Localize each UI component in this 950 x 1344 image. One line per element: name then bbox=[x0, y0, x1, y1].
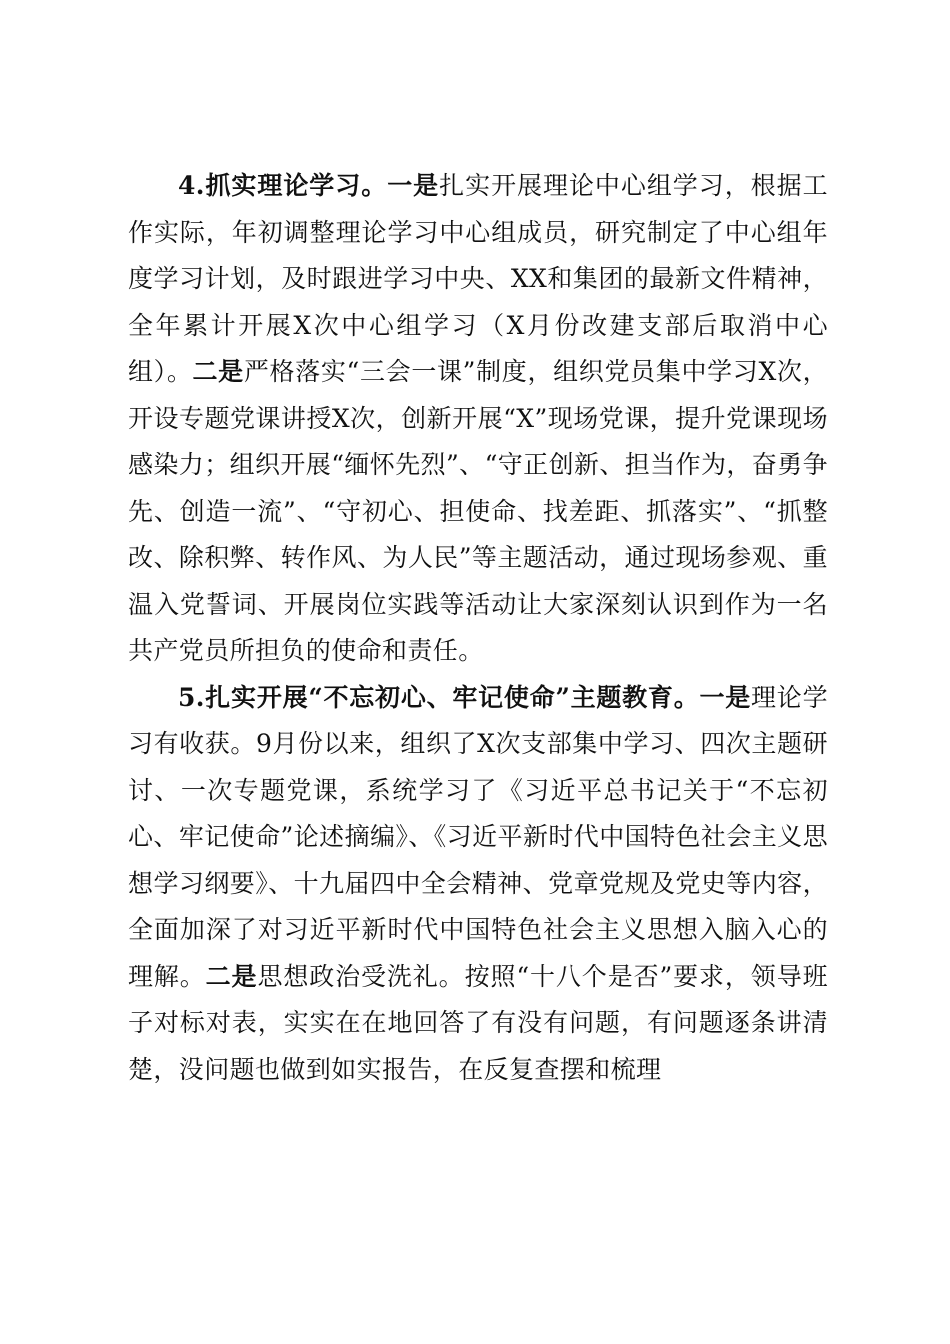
second-point-marker: 二是 bbox=[205, 961, 258, 991]
paragraph-theory-study bbox=[128, 163, 828, 675]
body-text: 严格落实“三会一课”制度，组织党员集中学习X次，开设专题党课讲授X次，创新开展“X”现场党课，提升党课现场感染力；组织开展“缅怀先烈”、“守正创新、担当作为，奋勇争先、创造一流”、“守初心、担使命、找差距、抓落实”、“抓整改、除积弊、转作风、为人民”等主题活动，通过现场参观、重温入党誓词、开展岗位实践等活动让大家深刻认识到作为一名共产党员所担负的使命和责任。 bbox=[128, 357, 828, 665]
first-point-marker: 一是 bbox=[387, 171, 440, 200]
section-heading-5: 5.扎实开展“不忘初心、牢记使命”主题教育。 bbox=[178, 682, 700, 712]
body-text: 理论学习有收获。9月份以来，组织了X次支部集中学习、四次主题研讨、一次专题党课，系统学习了《习近平总书记关于“不忘初心、牢记使命”论述摘编》、《习近平新时代中国特色社会主义思想学习纲要》、十九届四中全会精神、党章党规及党史等内容，全面加深了对习近平新时代中国特色社会主义思想入脑入心的理解。 bbox=[128, 682, 828, 991]
paragraph-theme-education bbox=[128, 675, 828, 1094]
second-point-marker: 二是 bbox=[192, 357, 244, 386]
first-point-marker: 一是 bbox=[699, 682, 752, 712]
document-body bbox=[128, 163, 828, 1093]
section-heading-4: 4.抓实理论学习。 bbox=[178, 171, 388, 200]
body-text: 扎实开展理论中心组学习，根据工作实际，年初调整理论学习中心组成员，研究制定了中心组年度学习计划，及时跟进学习中央、XX和集团的最新文件精神，全年累计开展X次中心组学习（X月份改建支部后取消中心组）。 bbox=[128, 171, 828, 386]
body-text: 思想政治受洗礼。按照“十八个是否”要求，领导班子对标对表，实实在在地回答了有没有问题，有问题逐条讲清楚，没问题也做到如实报告，在反复查摆和梳理 bbox=[128, 961, 828, 1084]
